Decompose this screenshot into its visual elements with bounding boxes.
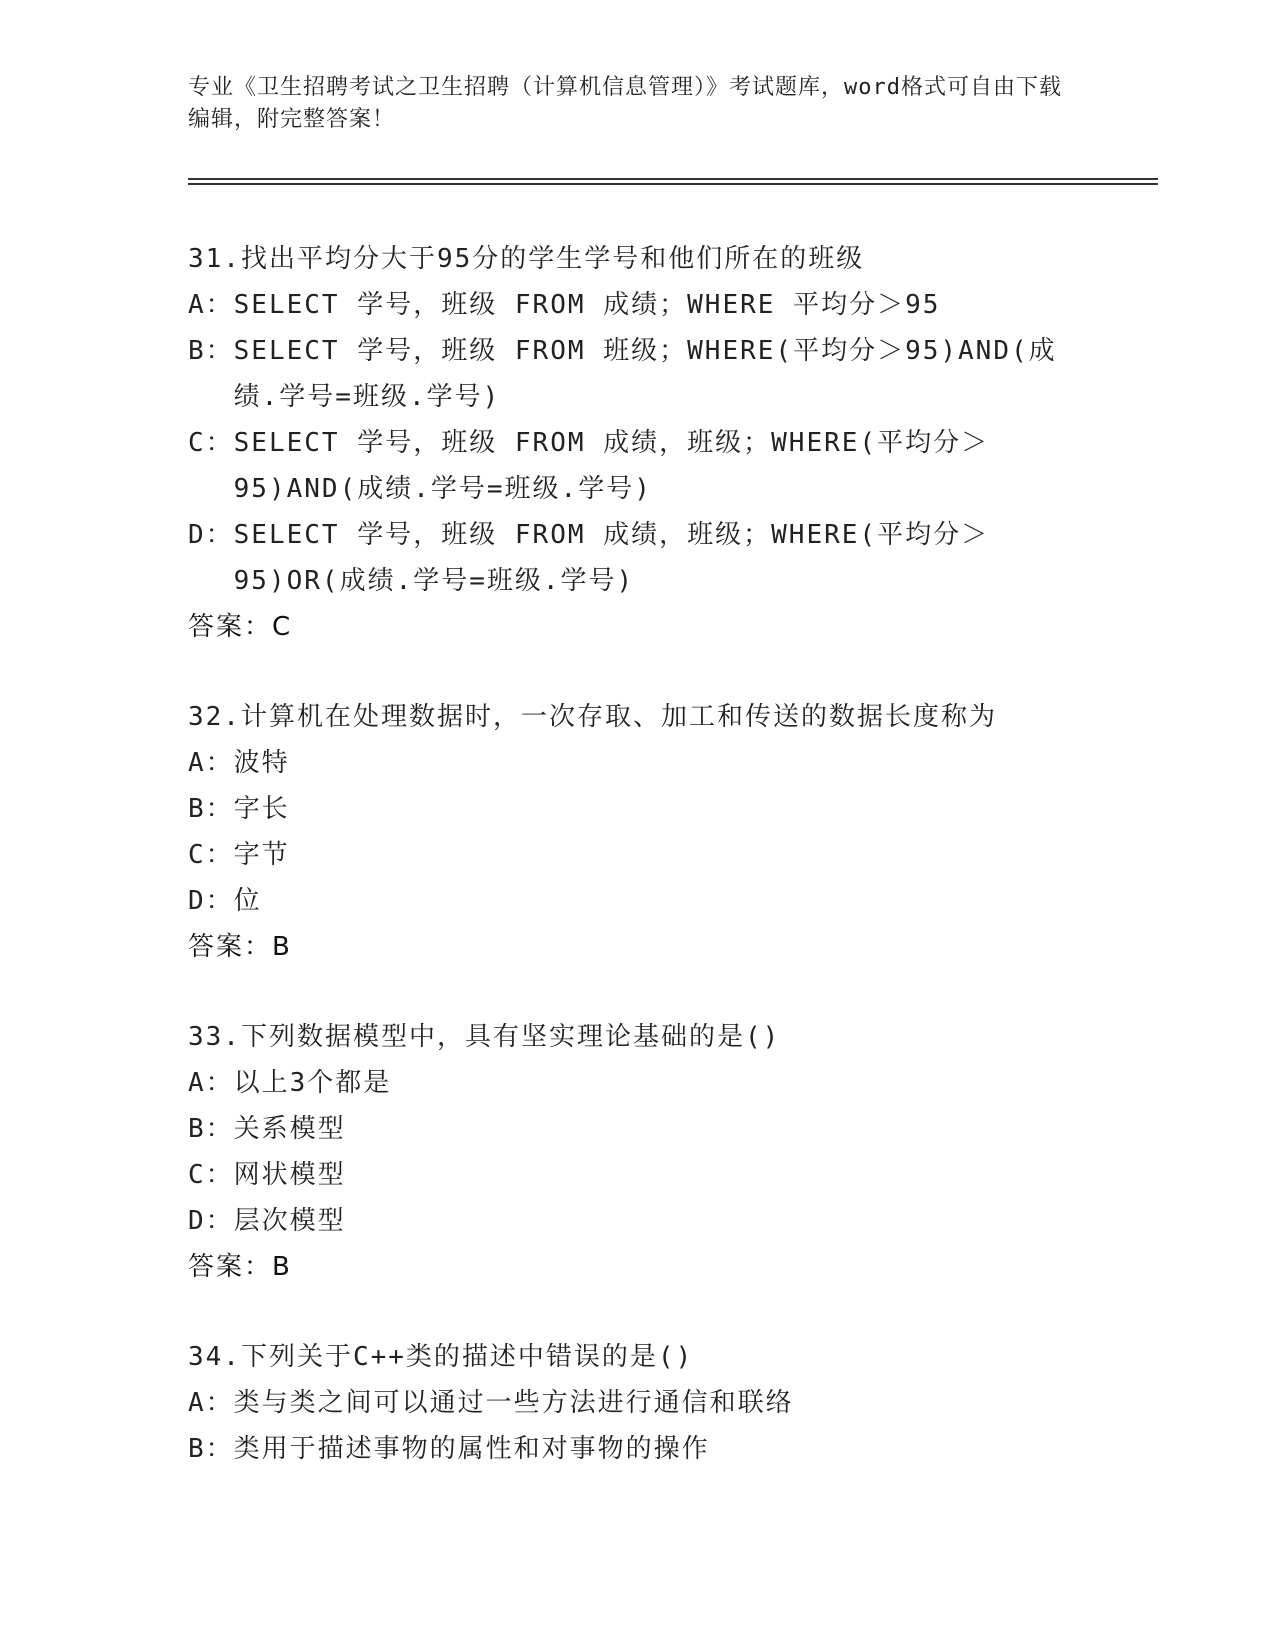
option-letter: D：	[188, 520, 234, 550]
option-letter: B：	[188, 1434, 234, 1464]
option-c	[188, 832, 1088, 878]
option-a	[188, 1380, 1088, 1426]
answer-label: 答案：C	[188, 612, 293, 642]
option-d	[188, 512, 1088, 604]
option-b	[188, 328, 1088, 420]
option-d	[188, 878, 1088, 924]
option-letter: B：	[188, 794, 234, 824]
option-a	[188, 282, 1088, 328]
option-text: 字节	[233, 840, 290, 870]
option-letter: C：	[188, 428, 234, 458]
option-c	[188, 1152, 1088, 1198]
option-c	[188, 420, 1088, 512]
question-stem: 34.下列关于C++类的描述中错误的是()	[188, 1342, 694, 1372]
option-letter: A：	[188, 290, 234, 320]
option-text: SELECT 学号，班级 FROM 成绩，班级；WHERE(平均分＞95)AND(成绩.学号=班级.学号)	[233, 428, 990, 504]
option-text: 以上3个都是	[233, 1068, 392, 1098]
document-header: 专业《卫生招聘考试之卫生招聘（计算机信息管理）》考试题库，word格式可自由下载编辑，附完整答案！	[188, 75, 1062, 132]
option-letter: A：	[188, 1388, 234, 1418]
option-d	[188, 1198, 1088, 1244]
option-letter: A：	[188, 748, 234, 778]
option-text: 层次模型	[233, 1206, 346, 1236]
option-text: 位	[233, 886, 262, 916]
header-divider-top	[188, 178, 1158, 180]
option-text: 关系模型	[233, 1114, 346, 1144]
option-letter: C：	[188, 1160, 234, 1190]
option-letter: D：	[188, 886, 234, 916]
option-text: SELECT 学号，班级 FROM 成绩；WHERE 平均分＞95	[233, 290, 941, 320]
option-text: 类与类之间可以通过一些方法进行通信和联络	[233, 1388, 794, 1418]
option-a	[188, 1060, 1088, 1106]
question-33	[188, 1014, 1088, 1290]
option-b	[188, 786, 1088, 832]
option-letter: D：	[188, 1206, 234, 1236]
header-divider-bottom	[188, 183, 1158, 185]
option-letter: A：	[188, 1068, 234, 1098]
question-31	[188, 236, 1088, 650]
question-32	[188, 694, 1088, 970]
question-34	[188, 1334, 1088, 1472]
option-text: 类用于描述事物的属性和对事物的操作	[233, 1434, 710, 1464]
option-text: 网状模型	[233, 1160, 346, 1190]
option-text: SELECT 学号，班级 FROM 班级；WHERE(平均分＞95)AND(成绩.学号=班级.学号)	[233, 336, 1057, 412]
option-text: 字长	[233, 794, 290, 824]
question-list	[188, 236, 1088, 1516]
question-stem: 31.找出平均分大于95分的学生学号和他们所在的班级	[188, 244, 865, 274]
question-stem: 32.计算机在处理数据时，一次存取、加工和传送的数据长度称为	[188, 702, 997, 732]
option-text: 波特	[233, 748, 290, 778]
option-letter: B：	[188, 336, 234, 366]
question-stem: 33.下列数据模型中，具有坚实理论基础的是()	[188, 1022, 781, 1052]
answer-label: 答案：B	[188, 932, 292, 962]
answer-label: 答案：B	[188, 1252, 292, 1282]
option-letter: C：	[188, 840, 234, 870]
option-a	[188, 740, 1088, 786]
option-b	[188, 1106, 1088, 1152]
option-letter: B：	[188, 1114, 234, 1144]
option-text: SELECT 学号，班级 FROM 成绩，班级；WHERE(平均分＞95)OR(成绩.学号=班级.学号)	[233, 520, 990, 596]
option-b	[188, 1426, 1088, 1472]
